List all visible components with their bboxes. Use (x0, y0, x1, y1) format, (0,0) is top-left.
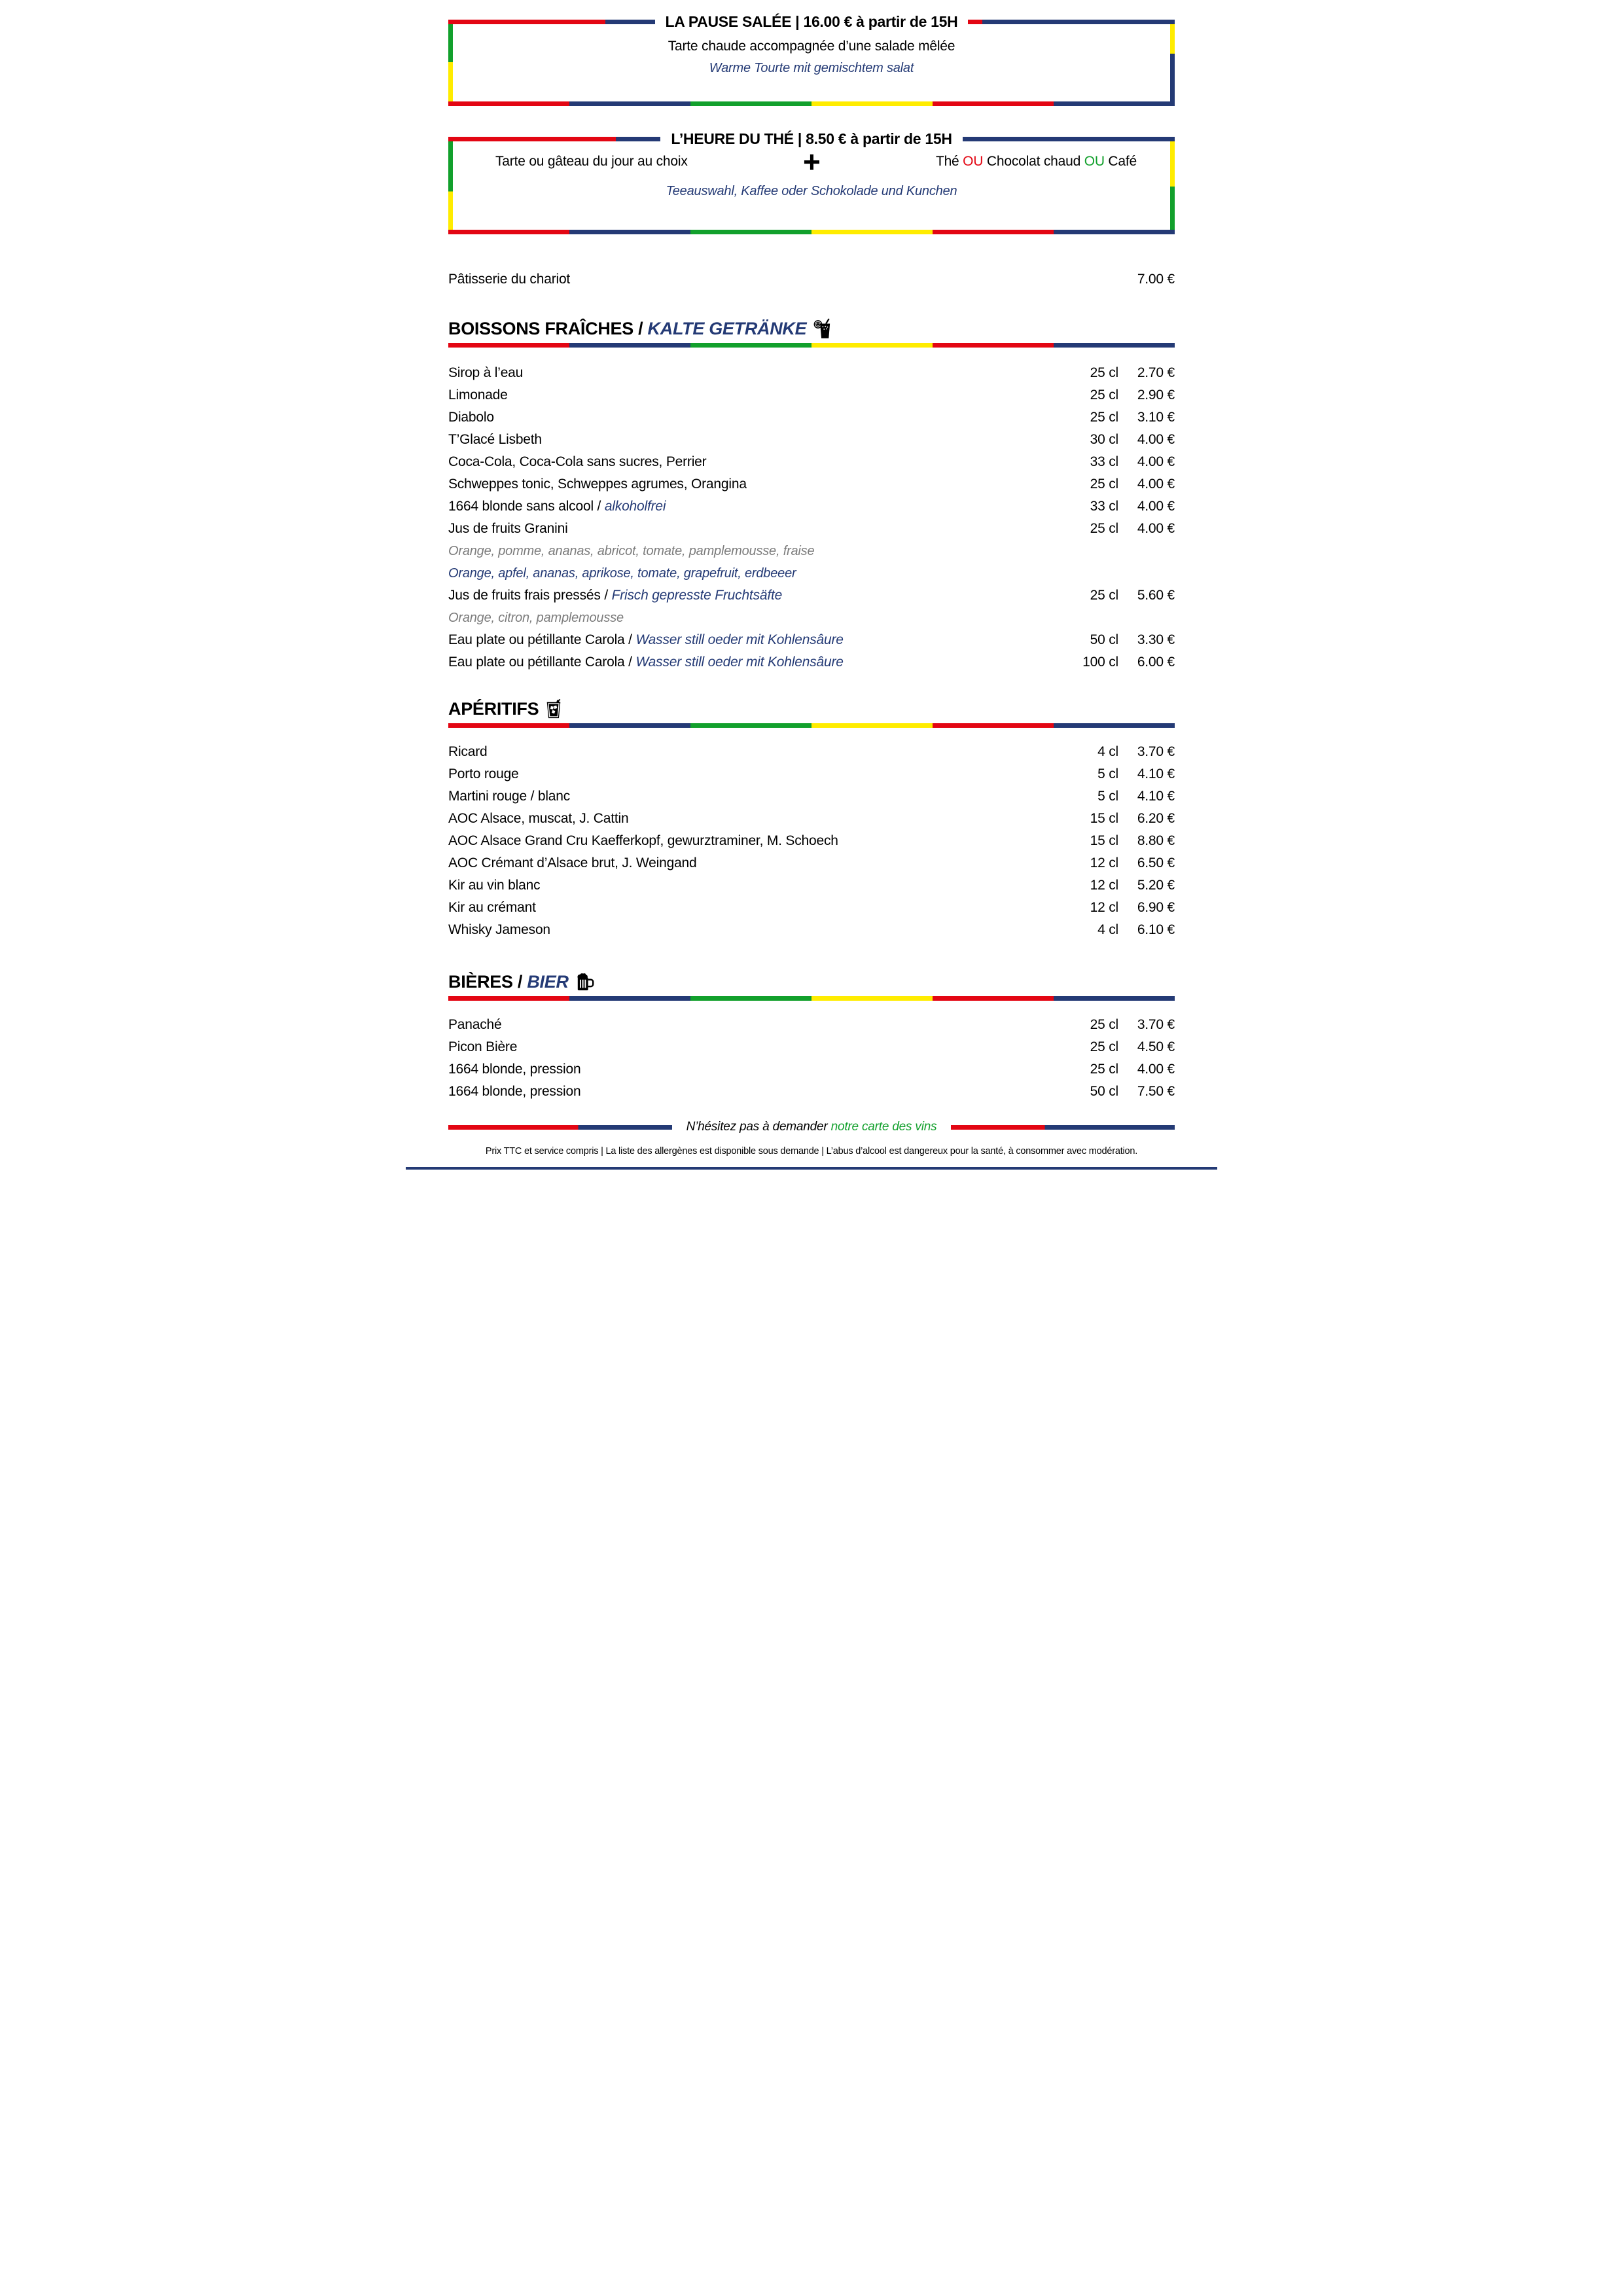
item-price: 3.30 € (1137, 632, 1175, 647)
item-price: 5.60 € (1137, 588, 1175, 603)
item-price: 4.00 € (1137, 1062, 1175, 1077)
item-price: 8.80 € (1137, 833, 1175, 848)
item-name-separator: / (600, 588, 612, 603)
item-size: 25 cl (1090, 365, 1118, 380)
section-divider (448, 996, 1175, 1001)
the-option-left: Tarte ou gâteau du jour au choix (495, 154, 688, 169)
item-size: 25 cl (1090, 521, 1118, 536)
the-option-right (936, 154, 1137, 170)
page-bottom-edge (406, 1167, 1217, 1170)
item-size: 100 cl (1082, 655, 1118, 670)
item-name: Coca-Cola, Coca-Cola sans sucres, Perrier (448, 454, 707, 469)
item-name: Limonade (448, 387, 508, 403)
item-price: 4.00 € (1137, 432, 1175, 447)
item-name: Kir au vin blanc (448, 878, 541, 893)
item-name: Jus de fruits frais pressés (448, 588, 601, 603)
item-name-de: Wasser still oeder mit Kohlensâure (635, 655, 844, 670)
item-name: Eau plate ou pétillante Carola (448, 632, 625, 647)
item-size: 4 cl (1097, 744, 1118, 759)
soda-glass-icon (813, 318, 831, 339)
ou-red-label: OU (963, 154, 984, 169)
menu-item-row (448, 852, 1175, 874)
section-title-de: KALTE GETRÄNKE (647, 319, 807, 338)
item-name: AOC Alsace Grand Cru Kaefferkopf, gewurztraminer, M. Schoech (448, 833, 838, 848)
menu-item-row (448, 897, 1175, 919)
beer-mug-icon (575, 973, 595, 991)
item-name: Jus de fruits Granini (448, 521, 568, 536)
menu-item-row (448, 406, 1175, 429)
item-size: 33 cl (1090, 454, 1118, 469)
item-name: Kir au crémant (448, 900, 536, 915)
item-price: 6.20 € (1137, 811, 1175, 826)
menu-item-row (448, 451, 1175, 473)
item-name: AOC Crémant d’Alsace brut, J. Weingand (448, 855, 697, 870)
box-right-border (1170, 22, 1175, 106)
section-title-fr: BOISSONS FRAÎCHES (448, 319, 633, 338)
item-name: Diabolo (448, 410, 494, 425)
item-price: 4.50 € (1137, 1039, 1175, 1054)
item-note-de: Orange, apfel, ananas, aprikose, tomate, grapefruit, erdbeeer (448, 566, 796, 581)
box-bottom-border (448, 101, 1175, 106)
ou-green-label: OU (1084, 154, 1105, 169)
item-name-separator: / (593, 499, 605, 514)
top-border-left-strip (448, 137, 660, 141)
item-name-de: Wasser still oeder mit Kohlensâure (635, 632, 844, 647)
menu-item-row (448, 362, 1175, 384)
item-name: Sirop à l’eau (448, 365, 524, 380)
section-title-separator: / (512, 972, 527, 992)
item-name: Martini rouge / blanc (448, 789, 571, 804)
menu-item-row (448, 629, 1175, 651)
pause-salee-title: LA PAUSE SALÉE | 16.00 € à partir de 15H (665, 13, 958, 30)
section-header-bieres (448, 971, 1175, 992)
heure-du-the-desc-de: Teeauswahl, Kaffee oder Schokolade und Kunchen (666, 184, 957, 198)
menu-item-row (448, 1036, 1175, 1058)
box-left-border (448, 139, 453, 234)
item-price: 4.10 € (1137, 766, 1175, 781)
item-price: 7.00 € (1137, 272, 1175, 287)
item-note-fr: Orange, citron, pamplemousse (448, 611, 624, 625)
bieres-list (448, 1014, 1175, 1103)
section-title-fr: BIÈRES (448, 972, 513, 992)
menu-item-row (448, 808, 1175, 830)
item-price: 4.00 € (1137, 476, 1175, 492)
item-size: 12 cl (1090, 900, 1118, 915)
section-divider (448, 723, 1175, 728)
item-price: 6.50 € (1137, 855, 1175, 870)
item-name-separator: / (624, 632, 636, 647)
item-price: 7.50 € (1137, 1084, 1175, 1099)
item-price: 4.00 € (1137, 499, 1175, 514)
menu-item-row (448, 1014, 1175, 1036)
plus-sign: + (802, 145, 821, 179)
aperitifs-list (448, 741, 1175, 941)
wine-note-green-text: notre carte des vins (830, 1120, 937, 1134)
pause-salee-desc-de: Warme Tourte mit gemischtem salat (709, 61, 914, 75)
item-price: 6.90 € (1137, 900, 1175, 915)
item-price: 4.00 € (1137, 521, 1175, 536)
menu-page (406, 13, 1217, 1170)
section-title-fr: APÉRITIFS (448, 699, 539, 719)
pause-salee-box (448, 13, 1175, 106)
box-top-border (448, 12, 1175, 31)
top-border-right-strip (963, 137, 1175, 141)
chariot-row (448, 268, 1175, 291)
wine-note-left-line (448, 1125, 672, 1130)
item-size: 50 cl (1090, 632, 1118, 647)
cocktail-glass-icon (545, 699, 562, 719)
item-size: 25 cl (1090, 410, 1118, 425)
menu-item-row (448, 429, 1175, 451)
section-header-aperitifs (448, 698, 1175, 719)
box-bottom-border (448, 230, 1175, 234)
item-size: 5 cl (1097, 789, 1118, 804)
box-right-border (1170, 139, 1175, 234)
item-name: Picon Bière (448, 1039, 518, 1054)
wine-note-text: N’hésitez pas à demander (686, 1120, 831, 1134)
item-name: 1664 blonde, pression (448, 1084, 581, 1099)
boissons-list (448, 362, 1175, 673)
item-note-fr: Orange, pomme, ananas, abricot, tomate, pamplemousse, fraise (448, 544, 815, 558)
item-name: AOC Alsace, muscat, J. Cattin (448, 811, 629, 826)
item-price: 3.10 € (1137, 410, 1175, 425)
menu-item-row (448, 919, 1175, 941)
the-right-part2: Chocolat chaud (983, 154, 1084, 169)
item-name: T’Glacé Lisbeth (448, 432, 542, 447)
menu-item-row (448, 495, 1175, 518)
item-size: 25 cl (1090, 476, 1118, 492)
item-price: 4.00 € (1137, 454, 1175, 469)
item-size: 15 cl (1090, 833, 1118, 848)
item-size: 30 cl (1090, 432, 1118, 447)
item-name: Schweppes tonic, Schweppes agrumes, Orangina (448, 476, 747, 492)
section-divider (448, 343, 1175, 348)
item-name: 1664 blonde sans alcool (448, 499, 594, 514)
section-title-separator: / (633, 319, 648, 338)
item-size: 4 cl (1097, 922, 1118, 937)
top-border-right-strip (968, 20, 1175, 24)
item-size: 50 cl (1090, 1084, 1118, 1099)
item-name: Panaché (448, 1017, 502, 1032)
menu-item-row (448, 874, 1175, 897)
item-name-separator: / (624, 655, 636, 670)
menu-item-row (448, 1058, 1175, 1081)
wine-note-row (448, 1120, 1175, 1134)
item-price: 6.00 € (1137, 655, 1175, 670)
item-name: Eau plate ou pétillante Carola (448, 655, 625, 670)
item-name-de: Frisch gepresste Fruchtsäfte (611, 588, 783, 603)
item-name: Pâtisserie du chariot (448, 272, 571, 287)
item-size: 25 cl (1090, 1062, 1118, 1077)
wine-note-right-line (951, 1125, 1175, 1130)
item-size: 25 cl (1090, 588, 1118, 603)
top-border-left-strip (448, 20, 655, 24)
menu-item-row (448, 584, 1175, 607)
item-size: 12 cl (1090, 855, 1118, 870)
item-name: 1664 blonde, pression (448, 1062, 581, 1077)
heure-du-the-title: L’HEURE DU THÉ | 8.50 € à partir de 15H (671, 130, 952, 147)
heure-du-the-box (448, 130, 1175, 234)
item-size: 33 cl (1090, 499, 1118, 514)
item-price: 2.90 € (1137, 387, 1175, 403)
item-price: 5.20 € (1137, 878, 1175, 893)
section-header-boissons (448, 318, 1175, 339)
the-right-part1: Thé (935, 154, 963, 169)
item-size: 12 cl (1090, 878, 1118, 893)
menu-item-row (448, 785, 1175, 808)
legal-footnote: Prix TTC et service compris | La liste des allergènes est disponible sous demande | L’abus d’alcool est dangereux pour la santé, à consommer avec modération. (485, 1146, 1138, 1157)
item-size: 5 cl (1097, 766, 1118, 781)
box-left-border (448, 22, 453, 106)
section-title-de: BIER (527, 972, 569, 992)
menu-item-row (448, 1081, 1175, 1103)
item-price: 3.70 € (1137, 1017, 1175, 1032)
item-size: 25 cl (1090, 1017, 1118, 1032)
item-size: 15 cl (1090, 811, 1118, 826)
menu-item-row (448, 651, 1175, 673)
pause-salee-desc-fr: Tarte chaude accompagnée d’une salade mêlée (668, 39, 955, 54)
item-size: 25 cl (1090, 387, 1118, 403)
item-name: Whisky Jameson (448, 922, 550, 937)
item-name: Ricard (448, 744, 488, 759)
menu-item-row (448, 830, 1175, 852)
the-right-part3: Café (1104, 154, 1137, 169)
item-name-de: alkoholfrei (604, 499, 666, 514)
box-top-border (448, 129, 1175, 149)
item-price: 3.70 € (1137, 744, 1175, 759)
menu-item-row (448, 741, 1175, 763)
item-name: Porto rouge (448, 766, 519, 781)
item-size: 25 cl (1090, 1039, 1118, 1054)
item-price: 2.70 € (1137, 365, 1175, 380)
item-price: 6.10 € (1137, 922, 1175, 937)
menu-item-row (448, 473, 1175, 495)
menu-item-row (448, 518, 1175, 540)
item-price: 4.10 € (1137, 789, 1175, 804)
menu-item-row (448, 763, 1175, 785)
menu-item-row (448, 384, 1175, 406)
